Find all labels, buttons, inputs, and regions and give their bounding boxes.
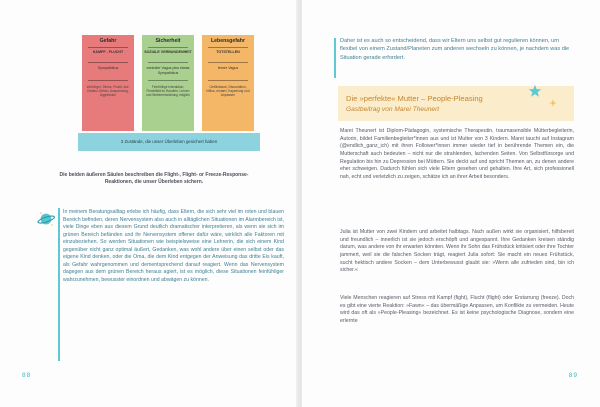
page-number: 89: [568, 372, 578, 379]
pillar-title: Lebensgefahr: [210, 38, 245, 44]
pillar-system: Sympathikus: [97, 66, 119, 70]
star-icon: [528, 84, 542, 98]
pillar-description: Feinfühlige Interaktion, Flexibilität im Handeln, Lernen und Weiterentwicklung möglich: [146, 85, 190, 98]
page-number: 88: [22, 372, 32, 379]
pillar-mode: SOZIALE VERBUNDENHEIT: [144, 50, 192, 54]
pillar-system: ferner Vagus: [217, 66, 239, 70]
section-title: Die »perfekte« Mutter – People-Pleasing: [346, 94, 483, 103]
divider: [148, 47, 188, 48]
divider: [148, 80, 188, 81]
divider: [88, 47, 128, 48]
divider: [208, 80, 248, 81]
sparkle-icon: [549, 99, 557, 107]
pillar-mode: TOTSTELLEN: [216, 50, 240, 54]
diagram-caption: Die beiden äußeren Säulen beschreiben die Flight-, Flight- or Freeze-Response-Reaktionen, die unser Überleben sichern.: [59, 172, 249, 185]
planet-icon: [37, 210, 55, 228]
pillar-danger: [82, 35, 134, 131]
pillar-safety: [142, 35, 194, 131]
fawn-paragraph: Viele Menschen reagieren auf Stress mit Kampf (fight), Flucht (flight) oder Erstarrung (freeze). Doch es gibt eine vierte Reaktion: »Fawn« – das übermäßige Anpassen, um Konflikte zu vermeiden. Heute wird das oft als »People-Pleasing« bezeichnet. Es ist keine psychologische Diagnose, sondern eine erlernte: [340, 295, 574, 324]
intro-text: Daher ist es auch so entscheidend, dass wir Eltern uns selbst gut regulieren können, um flexibel von einem Zustand/Planeten zum anderen wechseln zu können, je nachdem was die Situation gerade erfordert.: [340, 38, 570, 61]
story-paragraph: Julia ist Mutter von zwei Kindern und arbeitet halbtags. Nach außen wirkt sie organisiert, hilfsbereit und freundlich – innerlich ist sie jedoch erschöpft und angespannt. Ihre Gedanken kreisen ständig darum, was andere von ihr erwarten könnten. Wenn ihr Sohn das Frühstück kritisiert oder ihre Tochter jammert, weil sie die falschen Socken trägt, reagiert Julia sofort: Sie macht ein neues Frühstück, sucht hektisch andere Socken – dem Unterbewusst glaubt sie: »Wenn alle zufrieden sind, bin ich sicher.«: [340, 229, 574, 274]
pillar-title: Gefahr: [99, 38, 117, 44]
base-label: 3 Zustände, die unser Überleben gesichert haben: [120, 139, 218, 144]
divider: [88, 62, 128, 63]
divider: [148, 62, 188, 63]
pillar-title: Sicherheit: [155, 38, 181, 44]
pillar-mode: KAMPF - FLUCHT: [92, 50, 124, 54]
author-paragraph: Marei Theunert ist Diplom-Pädagogin, systemische Therapeutin, traumasensible Mütterbegleiterin, Autorin, bildet Familienbegleiter*innen aus und ist Mutter von 3 Kindern. Marei taucht auf Instagram (@endlich_ganz_ich) mit ihren Follower*innen immer wieder tief in berührende Themen ein, die Mutterschaft auch bedeuten – nicht nur die strahlenden, lachenden Seiten. Von Selbstfürsorge und Regulation bis hin zu Depression bei Müttern. Sie deckt auf und spricht Themen an, zu denen andere eher schweigen. Dadurch fühlen sich viele Eltern gesehen und gehalten. Ihre Art, sich professionell nah, echt und verletzlich zu zeigen, schätze ich an ihrer Arbeit besonders.: [340, 128, 574, 180]
diagram-base: [78, 133, 260, 151]
divider: [208, 62, 248, 63]
pillar-description: Wut/Ärger, Stress, Flucht, Auf-Distanz-Gehen, Anspannung, Aggression: [86, 85, 130, 98]
pillar-description: Gefühlstaub, Dissoziation, hilflos, erstarrt, Kapselung und Anpassen: [206, 85, 250, 98]
pillar-system: ventraler Vagus plus etwas Sympathikus: [146, 66, 190, 75]
nervous-system-diagram: [78, 35, 260, 153]
body-text: In meinem Beratungsalltag erlebe ich häufig, dass Eltern, die sich sehr viel im roten und blauen Bereich befinden, deren Nervensystem also auch in alltäglichen Situationen im Alarmbereich ist, viele Dinge eben aus diesem Grund deutlich dramatischer interpretieren, als wenn sie sich im grünen Bereich befänden und ihr Nervensystem offener dafür wäre, wirklich alle Faktoren mit einzubeziehen. So werden Situationen wie beispielsweise eine Lehrerin, die sich einem Kind gegenüber nicht ganz optimal äußert, Gedanken, was wohl andere über einen selbst oder das eigene Kind denken, oder die Oma, die dem Kind entgegen der Anweisung das dritte Eis kauft, als Gefahr wahrgenommen und dementsprechend darauf reagiert. Wenn das Nervensystem dagegen aus dem grünen Bereich heraus agiert, ist es möglich, diese Situationen feinfühliger wahrzunehmen, bewusster einordnen und abwägen zu können.: [63, 209, 284, 283]
divider: [208, 47, 248, 48]
accent-bar: [334, 38, 336, 78]
section-subtitle: Gastbeitrag von Marei Theunert: [346, 106, 440, 113]
divider: [88, 80, 128, 81]
pillar-life-threat: [202, 35, 254, 131]
accent-bar: [58, 208, 60, 361]
